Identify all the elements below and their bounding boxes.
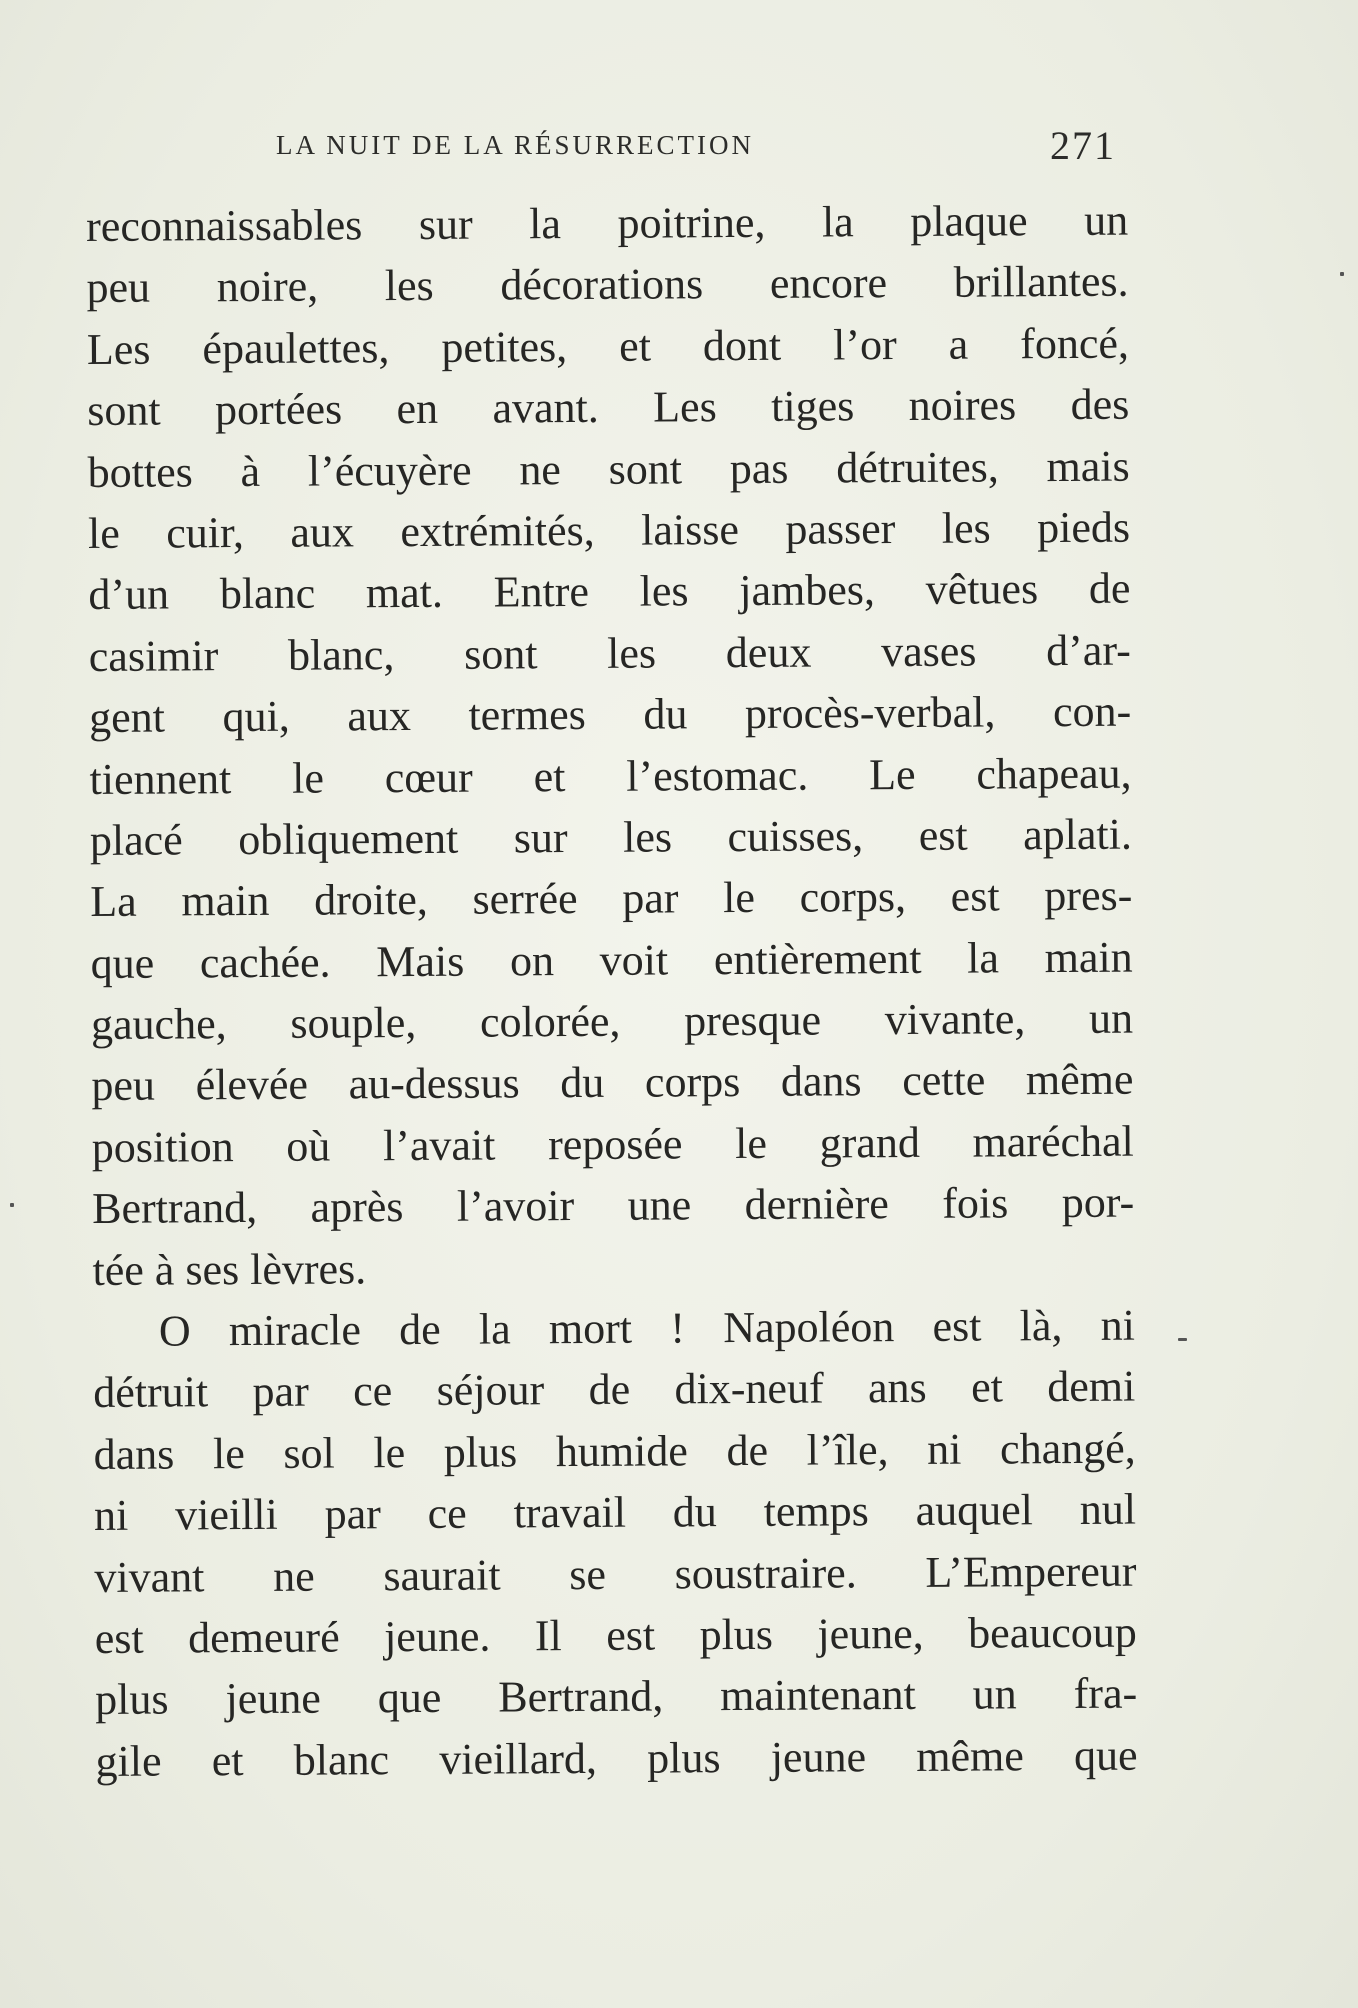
text-line: détruit par ce séjour de dix-neuf ans et demi bbox=[93, 1362, 1136, 1418]
text-line: placé obliquement sur les cuisses, est aplati. bbox=[89, 809, 1133, 865]
text-line: est demeuré jeune. Il est plus jeune, beaucoup bbox=[94, 1607, 1137, 1663]
paper-speck bbox=[10, 1203, 14, 1207]
text-line: La main droite, serrée par le corps, est pres- bbox=[90, 870, 1133, 927]
text-line: bottes à l’écuyère ne sont pas détruites, mais bbox=[87, 441, 1130, 497]
text-line: reconnaissables sur la poitrine, la plaque un bbox=[86, 195, 1129, 251]
text-line: casimir blanc, sont les deux vases d’ar- bbox=[88, 625, 1131, 681]
text-line: gauche, souple, colorée, presque vivante, un bbox=[90, 993, 1134, 1050]
chapter-title: LA NUIT DE LA RÉSURRECTION bbox=[276, 130, 755, 160]
paragraph-first-line: O miracle de la mort ! Napoléon est là, ni bbox=[158, 1300, 1136, 1356]
text-line: gent qui, aux termes du procès-verbal, con- bbox=[89, 686, 1132, 743]
text-line: ni vieilli par ce travail du temps auquel nul bbox=[93, 1484, 1137, 1541]
text-line: dans le sol le plus humide de l’île, ni changé, bbox=[93, 1423, 1136, 1479]
text-line: le cuir, aux extrémités, laisse passer les pieds bbox=[87, 502, 1131, 558]
paper-speck bbox=[1340, 272, 1344, 276]
body-text bbox=[86, 190, 1138, 1792]
text-line: d’un blanc mat. Entre les jambes, vêtues de bbox=[88, 563, 1131, 620]
text-line: gile et blanc vieillard, plus jeune même que bbox=[95, 1730, 1138, 1786]
text-line: que cachée. Mais on voit entièrement la main bbox=[90, 932, 1133, 988]
text-line: vivant ne saurait se soustraire. L’Empereur bbox=[94, 1546, 1137, 1602]
text-line: position où l’avait reposée le grand maréchal bbox=[91, 1116, 1134, 1172]
page-number: 271 bbox=[1050, 123, 1116, 168]
paragraph-last-line: tée à ses lèvres. bbox=[92, 1243, 367, 1295]
text-line: tiennent le cœur et l’estomac. Le chapeau, bbox=[89, 748, 1132, 804]
running-head bbox=[276, 122, 1116, 172]
text-line: peu noire, les décorations encore brillantes. bbox=[86, 257, 1129, 313]
text-line: sont portées en avant. Les tiges noires des bbox=[87, 379, 1130, 436]
text-line: peu élevée au-dessus du corps dans cette même bbox=[91, 1055, 1134, 1111]
text-line: Les épaulettes, petites, et dont l’or a foncé, bbox=[86, 318, 1130, 374]
paper-speck bbox=[1178, 1338, 1187, 1341]
text-line: plus jeune que Bertrand, maintenant un fra- bbox=[95, 1668, 1138, 1725]
text-line: Bertrand, après l’avoir une dernière fois por- bbox=[92, 1177, 1135, 1234]
